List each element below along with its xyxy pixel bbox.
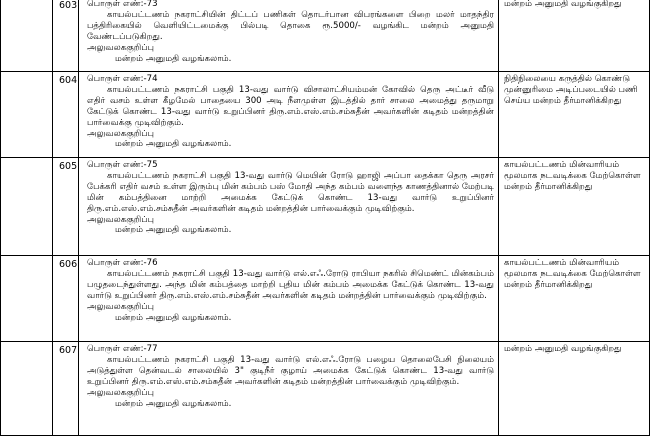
table-row	[1, 342, 650, 436]
blank-cell	[1, 0, 53, 72]
office-recommendation: மன்றம் அனுமதி வழங்கலாம்.	[115, 225, 232, 236]
subject-number: பொருள் எண்:-74	[87, 74, 158, 84]
item-body	[79, 256, 499, 342]
subject-number: பொருள் எண்:-73	[87, 0, 158, 9]
table-row	[1, 158, 650, 256]
subject-number: பொருள் எண்:-77	[87, 344, 158, 354]
item-body	[79, 342, 499, 436]
council-resolution: காயல்பட்டணம் மின்வாரியம் மூலமாக நடவடிக்கை மேற்கொள்ள மன்றம் தீர்மானிக்கிறது	[499, 158, 650, 256]
subject-number: பொருள் எண்:-76	[87, 258, 158, 268]
table-row	[1, 256, 650, 342]
blank-cell	[1, 158, 53, 256]
item-number: 604	[53, 72, 79, 158]
item-number: 607	[53, 342, 79, 436]
subject-description: காயல்பட்டணம் நகராட்சி பகுதி 13-வது வார்டு விசாலாட்சியம்மன் கோவில் தெரு அட்டீர் வீடு எதிர் வசம் உள்ள கீழமேல் பாதையை 300 அடி நீளமுள்ள இடத்தில் தார் சாலை அமைத்து தருமாறு கேட்டுக் கொண்ட 13-வது வார்டு உறுப்பினர் திரு.எம்.எஸ்.எம்.சம்சுதீன் அவர்களின் கடிதம் மன்றத்தின் பார்வைக்கு முடிவிற்கும்.	[87, 84, 494, 128]
office-recommendation: மன்றம் அனுமதி வழங்கலாம்.	[115, 398, 232, 409]
council-resolution: மன்றம் அனுமதி வழங்குகிறது	[499, 0, 650, 72]
item-body	[79, 72, 499, 158]
council-resolution: நிதிநிலையை கருத்தில் கொண்டு முன்னுரிமை அடிப்படையில் பணி செய்ய மன்றம் தீர்மானிக்கிறது	[499, 72, 650, 158]
table-row	[1, 0, 650, 72]
office-recommendation: மன்றம் அனுமதி வழங்கலாம்.	[115, 139, 232, 150]
item-number: 603	[53, 0, 79, 72]
blank-cell	[1, 72, 53, 158]
table-row	[1, 72, 650, 158]
office-note-label: அலுவலககுறிப்பு	[87, 42, 155, 53]
council-resolution: காயல்பட்டணம் மின்வாரியம் மூலமாக நடவடிக்கை மேற்கொள்ள மன்றம் தீர்மானிக்கிறது	[499, 256, 650, 342]
item-number: 606	[53, 256, 79, 342]
item-body	[79, 0, 499, 72]
subject-description: காயல்பட்டணம் நகராட்சி பகுதி 13-வது வார்டு எல்.எஃ.ரோடு ராபியா நகரில் சிமெண்ட் மின்கம்பம் பழுதடைந்துள்ளது. அந்த மின் கம்பத்தை மாற்றி புதிய மின் கம்பம் அமைக்க கேட்டுக் கொண்ட 13-வது வார்டு உறுப்பினர் திரு.எம்.எஸ்.எம்.சம்சுதீன் அவர்களின் கடிதம் மன்றத்தின் பார்வைக்கும் முடிவிற்கும்.	[87, 268, 494, 301]
subject-description: காயல்பட்டணம் நகராட்சியின் திட்டப் பணிகள் தொடர்பான விபரங்களை பிறை மலர் மாதந்திர பத்திரிகையில் வெளியிட்டமைக்கு பில்படி தொகை ரூ.5000/- வழங்கிட மன்றம் அனுமதி வேண்டப்படுகிறது.	[87, 9, 494, 42]
council-resolution: மன்றம் அனுமதி வழங்குகிறது	[499, 342, 650, 436]
office-note-label: அலுவலககுறிப்பு	[87, 301, 155, 312]
blank-cell	[1, 256, 53, 342]
office-note-label: அலுவலககுறிப்பு	[87, 214, 155, 225]
office-note-label: அலுவலககுறிப்பு	[87, 387, 155, 398]
subject-number: பொருள் எண்:-75	[87, 160, 158, 170]
subject-description: காயல்பட்டணம் நகராட்சி பகுதி 13-வது வார்டு மெயின் ரோடு ஹாஜி அப்பா தைக்கா தெரு அரசர் பேக்கரி எதிர் வசம் உள்ள இரும்பு மின் கம்பம் பஸ் மோதி அந்த கம்பம் வளைந்த காணத்தினால் மேற்படி மின் கம்பத்தினை மாற்றி அமைக்க கேட்டுக் கொண்ட 13-வது வார்டு உறுப்பினர் திரு.எம்.எஸ்.எம்.சம்சுதீன் அவர்களின் கடிதம் மன்றத்தின் பார்வைக்கும் முடிவிற்கும்.	[87, 170, 494, 214]
item-number: 605	[53, 158, 79, 256]
item-body	[79, 158, 499, 256]
subject-description: காயல்பட்டணம் நகராட்சி பகுதி 13-வது வார்டு எல்.எஃ.ரோடு பழைய தொலைபேசி நிலையம் அடுத்துள்ள தென்வடல் சாலையில் 3" குடிநீர் குழாய் அமைக்க கேட்டுக் கொண்ட 13-வது வார்டு உறுப்பினர் திரு.எம்.எஸ்.எம்.சம்சுதீன் அவர்களின் கடிதம் மன்றத்தின் பார்வைக்கும் முடிவிற்கும்.	[87, 354, 494, 387]
office-note-label: அலுவலககுறிப்பு	[87, 128, 155, 139]
office-recommendation: மன்றம் அனுமதி வழங்கலாம்.	[115, 312, 232, 323]
blank-cell	[1, 342, 53, 436]
office-recommendation: மன்றம் அனுமதி வழங்கலாம்.	[115, 53, 232, 64]
